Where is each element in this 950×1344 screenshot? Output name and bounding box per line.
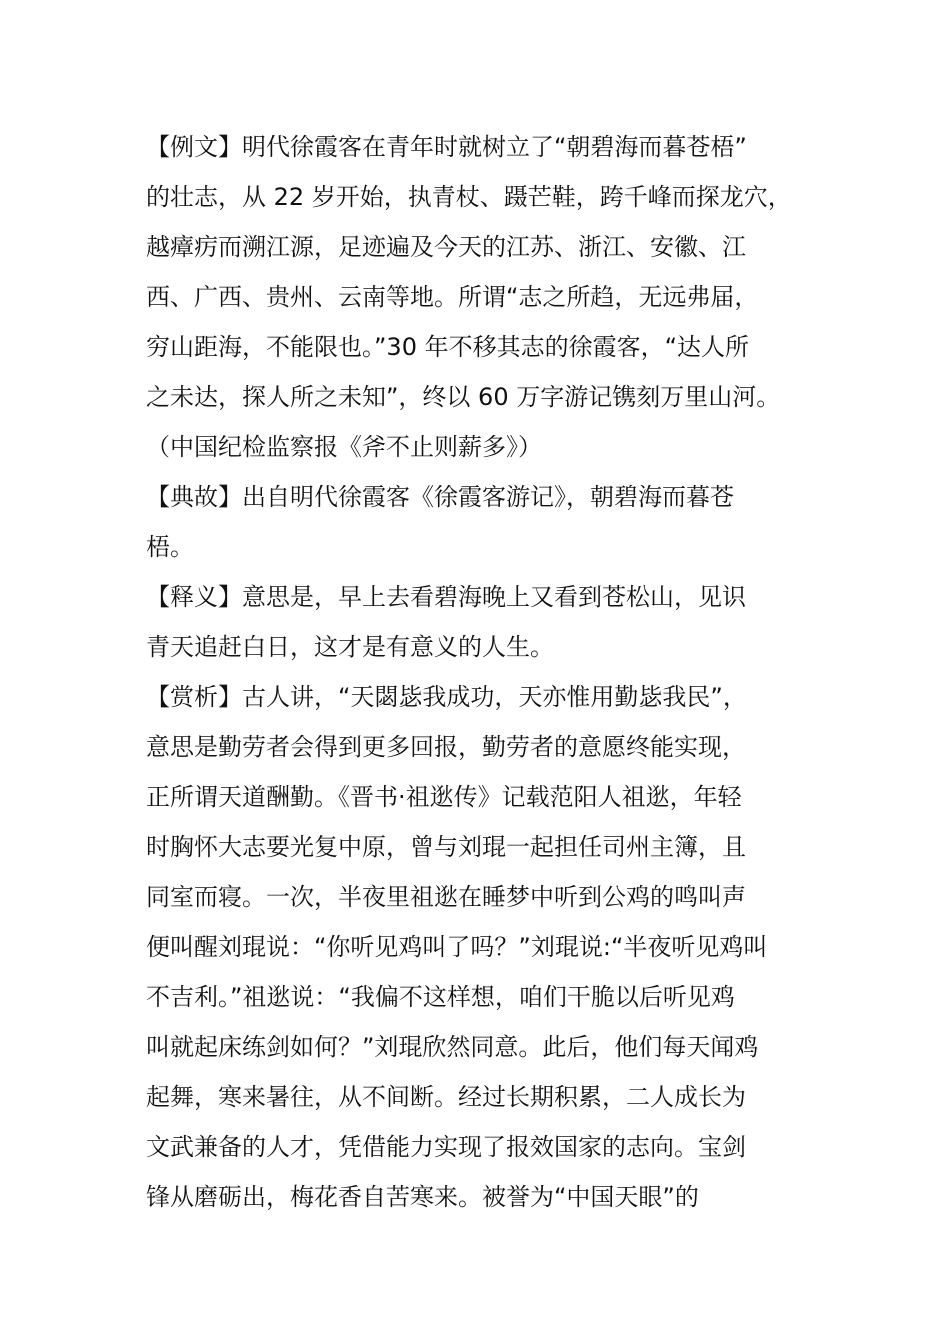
text-line: 西、广西、贵州、云南等地。所谓“志之所趋，无远弗届， bbox=[146, 283, 759, 311]
text-line: 【释义】意思是，早上去看碧海晚上又看到苍松山，见识 bbox=[146, 583, 746, 611]
text-line: 【赏析】古人讲，“天閟毖我成功，天亦惟用勤毖我民”， bbox=[146, 683, 747, 711]
text-line: 同室而寝。一次，半夜里祖逖在睡梦中听到公鸡的鸣叫声 bbox=[146, 883, 746, 911]
text-line: 叫就起床练剑如何？”刘琨欣然同意。此后，他们每天闻鸡 bbox=[146, 1033, 759, 1061]
text-line: 锋从磨砺出，梅花香自苦寒来。被誉为“中国天眼”的 bbox=[146, 1183, 699, 1211]
text-line: 梧。 bbox=[146, 533, 194, 561]
text-line: 的壮志，从 22 岁开始，执青杖、蹑芒鞋，跨千峰而探龙穴， bbox=[146, 183, 792, 211]
text-line: 文武兼备的人才，凭借能力实现了报效国家的志向。宝剑 bbox=[146, 1133, 746, 1161]
text-line: 便叫醒刘琨说：“你听见鸡叫了吗？”刘琨说:“半夜听见鸡叫 bbox=[146, 933, 768, 961]
text-line: 青天追赶白日，这才是有意义的人生。 bbox=[146, 633, 554, 661]
text-line: 起舞，寒来暑往，从不间断。经过长期积累，二人成长为 bbox=[146, 1083, 746, 1111]
text-line: 正所谓天道酬勤。《晋书·祖逖传》记载范阳人祖逖，年轻 bbox=[146, 783, 742, 811]
text-line: 越瘴疠而溯江源，足迹遍及今天的江苏、浙江、安徽、江 bbox=[146, 233, 746, 261]
text-line: 不吉利。”祖逖说：“我偏不这样想，咱们干脆以后听见鸡 bbox=[146, 983, 735, 1011]
text-line: 之未达，探人所之未知”，终以 60 万字游记镌刻万里山河。 bbox=[146, 383, 781, 411]
text-line: 【典故】出自明代徐霞客《徐霞客游记》，朝碧海而暮苍 bbox=[146, 483, 734, 511]
text-line: 意思是勤劳者会得到更多回报，勤劳者的意愿终能实现， bbox=[146, 733, 746, 761]
text-line: 时胸怀大志要光复中原，曾与刘琨一起担任司州主簿，且 bbox=[146, 833, 746, 861]
text-line: 【例文】明代徐霞客在青年时就树立了“朝碧海而暮苍梧” bbox=[146, 133, 747, 161]
text-line: 穷山距海，不能限也。”30 年不移其志的徐霞客，“达人所 bbox=[146, 333, 750, 361]
text-line: （中国纪检监察报《斧不止则薪多》） bbox=[146, 433, 542, 461]
